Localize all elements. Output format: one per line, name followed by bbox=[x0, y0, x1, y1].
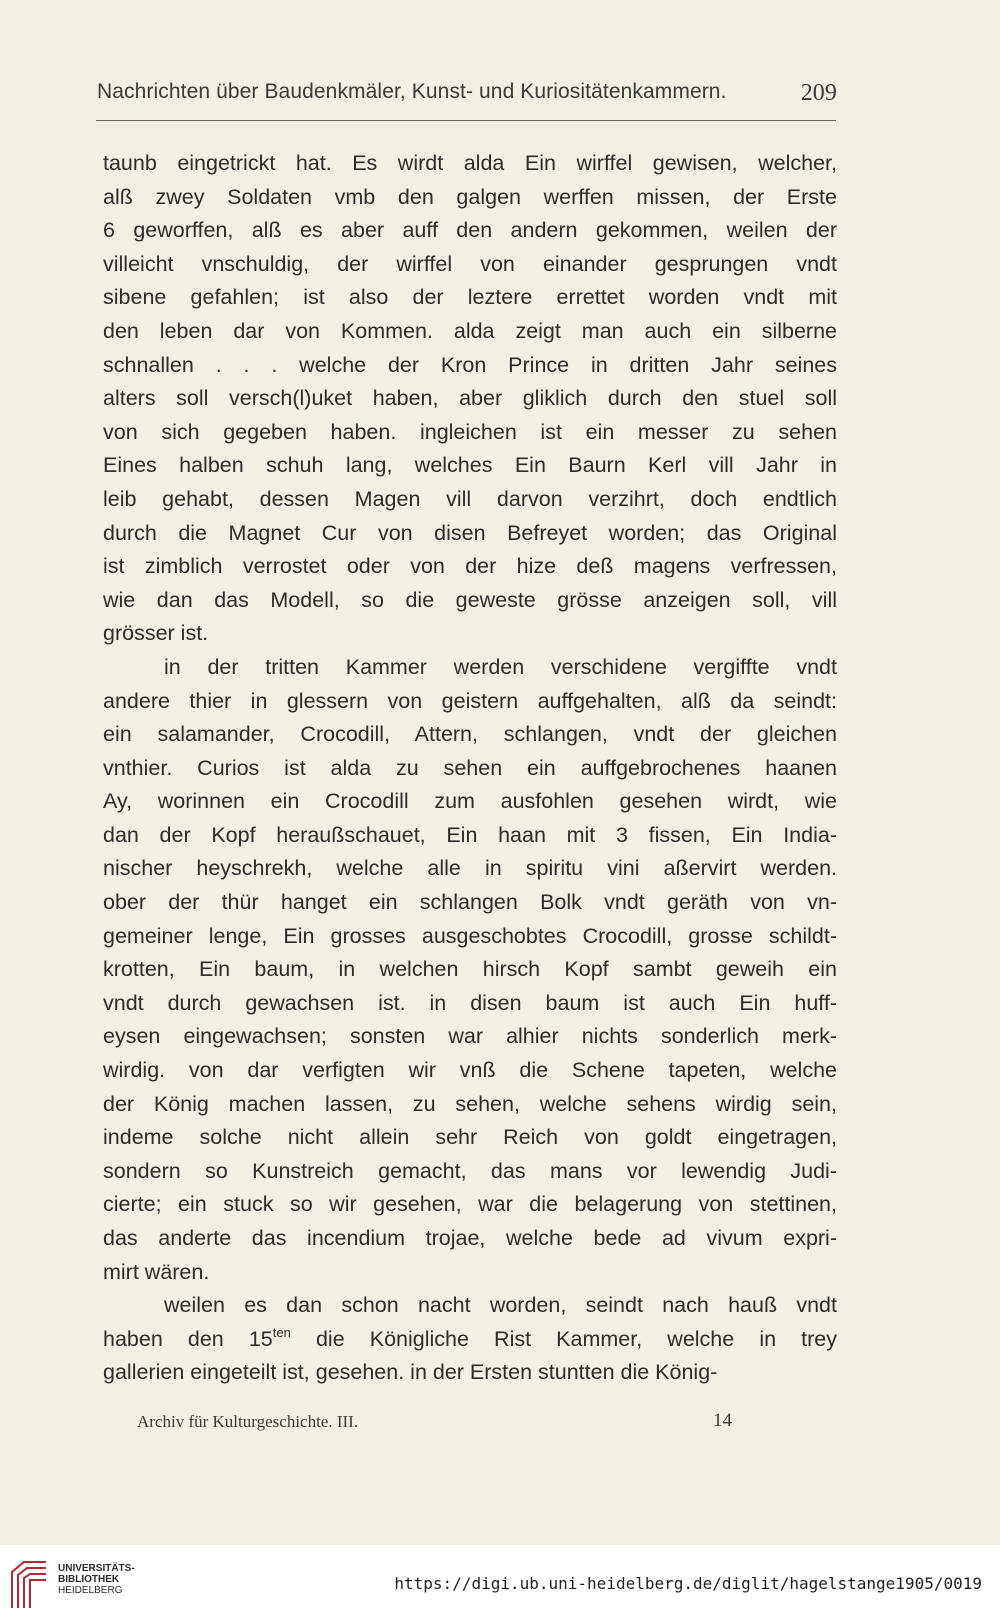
text-line: von sich gegeben haben. ingleichen ist ein messer zu sehen bbox=[103, 419, 837, 444]
library-name-line2: BIBLIOTHEK bbox=[58, 1574, 120, 1585]
library-name-line3: HEIDELBERG bbox=[58, 1585, 123, 1596]
text-line: ein salamander, Crocodill, Attern, schlangen, vndt der gleichen bbox=[103, 722, 837, 747]
text-line: der König machen lassen, zu sehen, welche sehens wirdig sein, bbox=[103, 1091, 837, 1116]
page-number: 209 bbox=[800, 80, 837, 106]
text-line bbox=[103, 1323, 837, 1357]
text-line: sondern so Kunstreich gemacht, das mans vor lewendig Judi- bbox=[103, 1158, 837, 1183]
text-line-part: die Königliche Rist Kammer, welche in trey bbox=[290, 1326, 837, 1351]
text-line: das anderte das incendium trojae, welche bede ad vivum expri- bbox=[103, 1226, 837, 1250]
footer-signature: 14 bbox=[713, 1410, 732, 1431]
text-line: ober der thür hanget ein schlangen Bolk vndt geräth von vn- bbox=[103, 890, 837, 915]
text-line: dan der Kopf heraußschauet, Ein haan mit 3 fissen, Ein India- bbox=[103, 822, 837, 847]
running-header bbox=[97, 80, 837, 104]
text-line: vnthier. Curios ist alda zu sehen ein auffgebrochenes haanen bbox=[103, 755, 837, 780]
text-line: weilen es dan schon nacht worden, seindt nach hauß vndt bbox=[164, 1293, 837, 1318]
text-line: Ay, worinnen ein Crocodill zum ausfohlen gesehen wirdt, wie bbox=[103, 789, 837, 814]
text-line: nischer heyschrekh, welche alle in spiritu vini aßervirt werden. bbox=[103, 856, 837, 881]
ub-heidelberg-logo-icon bbox=[8, 1558, 50, 1610]
text-line: wie dan das Modell, so die geweste grösse anzeigen soll, vill bbox=[103, 587, 837, 612]
text-line: schnallen . . . welche der Kron Prince in dritten Jahr seines bbox=[103, 352, 837, 377]
text-line: leib gehabt, dessen Magen vill darvon verzihrt, doch endtlich bbox=[103, 486, 837, 511]
text-line: indeme solche nicht allein sehr Reich von goldt eingetragen, bbox=[103, 1125, 837, 1150]
text-line: vndt durch gewachsen ist. in disen baum ist auch Ein huff- bbox=[103, 990, 837, 1015]
text-line: durch die Magnet Cur von disen Befreyet worden; das Original bbox=[103, 520, 837, 545]
text-line: alters soll versch(l)uket haben, aber gliklich durch den stuel soll bbox=[103, 386, 837, 411]
footer-source: Archiv für Kulturgeschichte. III. bbox=[137, 1412, 359, 1431]
text-line: alß zwey Soldaten vmb den galgen werffen missen, der Erste bbox=[103, 184, 837, 209]
text-line: wirdig. von dar verfigten wir vnß die Schene tapeten, welche bbox=[103, 1058, 837, 1083]
running-header-title: Nachrichten über Baudenkmäler, Kunst- und Kuriositätenkammern. bbox=[97, 80, 727, 103]
source-url[interactable]: https://digi.ub.uni-heidelberg.de/diglit/hagelstange1905/0019 bbox=[394, 1574, 982, 1593]
body-text bbox=[103, 147, 837, 1390]
text-line: gallerien eingeteilt ist, gesehen. in der Ersten stuntten die König- bbox=[103, 1360, 718, 1385]
text-line: krotten, Ein baum, in welchen hirsch Kopf sambt geweih ein bbox=[103, 957, 837, 982]
text-line: grösser ist. bbox=[103, 621, 209, 646]
text-line: ist zimblich verrostet oder von der hize deß magens verfressen, bbox=[103, 554, 837, 579]
header-rule bbox=[96, 120, 836, 121]
text-line: cierte; ein stuck so wir gesehen, war die belagerung von stettinen, bbox=[103, 1192, 837, 1217]
text-line: Eines halben schuh lang, welches Ein Baurn Kerl vill Jahr in bbox=[103, 453, 837, 478]
superscript: ten bbox=[272, 1324, 291, 1340]
text-line: andere thier in glessern von geistern auffgehalten, alß da seindt: bbox=[103, 688, 837, 713]
text-line-part: haben den 15 bbox=[103, 1326, 273, 1351]
text-line: sibene gefahlen; ist also der leztere errettet worden vndt mit bbox=[103, 285, 837, 310]
text-line: taunb eingetrickt hat. Es wirdt alda Ein wirffel gewisen, welcher, bbox=[103, 151, 837, 175]
text-line: eysen eingewachsen; sonsten war alhier nichts sonderlich merk- bbox=[103, 1024, 837, 1049]
library-name bbox=[58, 1563, 135, 1596]
text-line: den leben dar von Kommen. alda zeigt man auch ein silberne bbox=[103, 318, 837, 343]
text-line: 6 geworffen, alß es aber auff den andern gekommen, weilen der bbox=[103, 218, 837, 243]
library-name-line1: UNIVERSITÄTS- bbox=[58, 1563, 135, 1574]
text-line: mirt wären. bbox=[103, 1259, 210, 1284]
text-line: in der tritten Kammer werden verschidene vergiffte vndt bbox=[164, 654, 837, 679]
text-line: villeicht vnschuldig, der wirffel von einander gesprungen vndt bbox=[103, 251, 837, 276]
text-line: gemeiner lenge, Ein grosses ausgeschobtes Crocodill, grosse schildt- bbox=[103, 923, 837, 948]
